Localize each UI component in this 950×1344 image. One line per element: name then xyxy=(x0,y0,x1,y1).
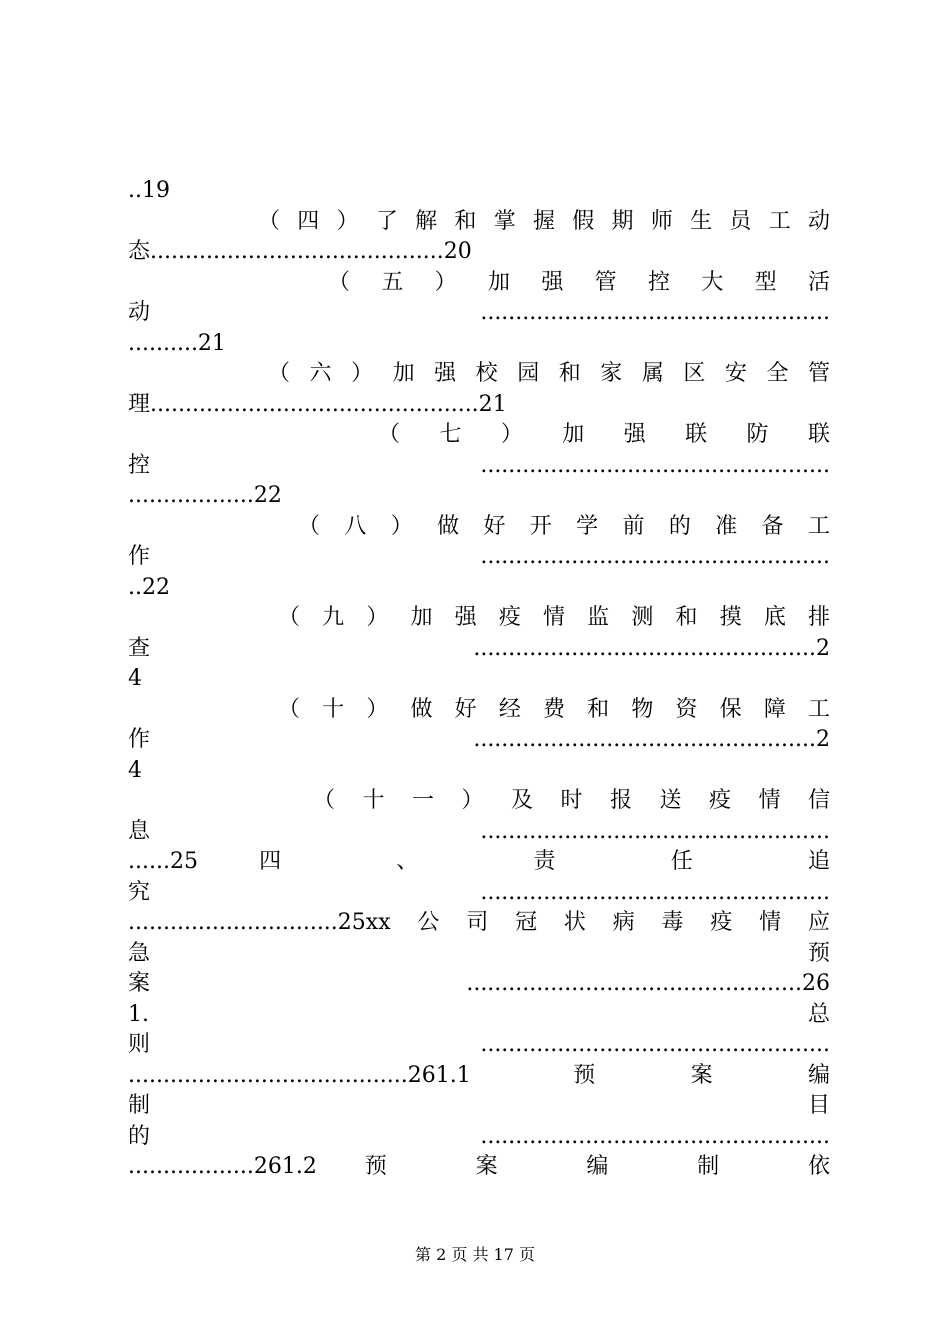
toc-line: （六）加强校园和家属区安全管 xyxy=(268,361,830,386)
toc-line: ..22 xyxy=(128,574,170,600)
toc-line: ..............................25xx公司冠状病毒疫情应 xyxy=(128,910,830,935)
toc-line: 作.................................................2 xyxy=(128,727,830,752)
toc-line: 急 预 xyxy=(128,940,830,966)
toc-line: （十一）及时报送疫情信 xyxy=(313,788,830,813)
toc-line: ......25 四 、 责 任 追 xyxy=(128,849,830,874)
toc-line: （四）了解和掌握假期师生员工动 xyxy=(258,208,830,234)
toc-line: ..................22 xyxy=(128,483,282,508)
toc-line: 控.................................................. xyxy=(128,452,830,478)
toc-line: （十）做好经费和物资保障工 xyxy=(278,696,830,722)
toc-line: 动.................................................. xyxy=(128,300,830,325)
toc-line: 的.................................................. xyxy=(128,1123,830,1149)
toc-line: 作.................................................. xyxy=(128,544,830,569)
toc-line: 1. 总 xyxy=(128,1001,830,1027)
toc-line: ..........21 xyxy=(128,330,226,356)
toc-line: 理...............................................21 xyxy=(128,391,507,417)
toc-line: （八）做好开学前的准备工 xyxy=(298,513,830,539)
toc-line: 4 xyxy=(128,666,142,691)
toc-line: 则.................................................. xyxy=(128,1032,830,1057)
toc-line: 案................................................26 xyxy=(128,971,830,996)
toc-line: 究.................................................. xyxy=(128,879,830,905)
toc-line: ........................................261.1 预案编 xyxy=(128,1062,830,1088)
toc-list xyxy=(128,176,830,1183)
toc-line: （九）加强疫情监测和摸底排 xyxy=(278,605,830,630)
toc-line: ..19 xyxy=(128,178,170,203)
toc-line: ..................261.2 预 案 编 制 依 xyxy=(128,1154,830,1179)
toc-line: （五）加强管控大型活 xyxy=(328,269,830,295)
toc-line: 态..........................................20 xyxy=(128,239,472,264)
toc-line: 制 目 xyxy=(128,1093,830,1118)
toc-line: 查.................................................2 xyxy=(128,635,830,661)
toc-line: （七）加强联防联 xyxy=(378,422,830,447)
toc-line: 4 xyxy=(128,757,142,783)
page-footer: 第 2 页 共 17 页 xyxy=(415,1245,535,1264)
toc-line: 息.................................................. xyxy=(128,818,830,844)
